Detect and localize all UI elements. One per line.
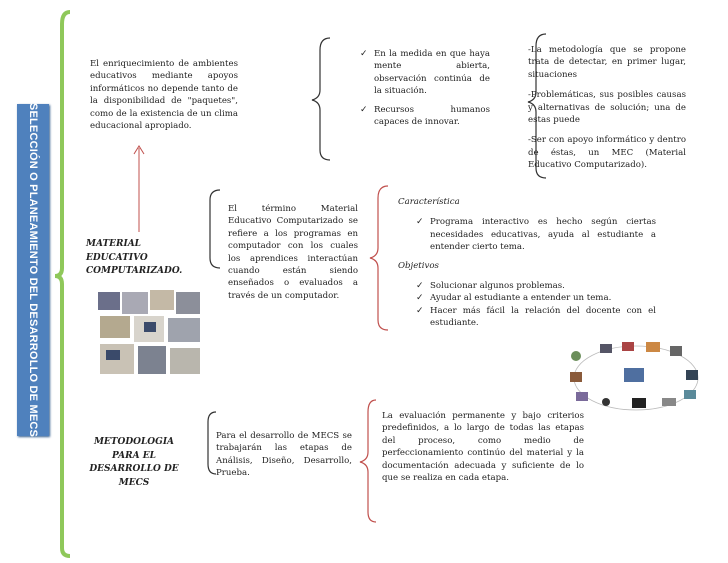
note-3: -Ser con apoyo informático y dentro de éstas, un MEC (Material Educativo Computarizado). bbox=[528, 135, 686, 171]
check-icon: ✓ bbox=[416, 281, 424, 292]
brace-conditions bbox=[312, 38, 330, 160]
computer-lab-collage bbox=[94, 288, 204, 380]
note-1: -La metodología que se propone trata de detectar, en primer lugar, situaciones bbox=[528, 45, 686, 80]
computer-lab-image bbox=[94, 288, 204, 380]
top-text: El enriquecimiento de ambientes educativos mediante apoyos informáticos no depende tanto de la disponibilidad de "paquetes", como de la existencia de un clima educacional apropiado. bbox=[90, 59, 238, 132]
objectives-list bbox=[416, 280, 656, 330]
objective-text: Hacer más fácil la relación del docente con el estudiante. bbox=[430, 305, 656, 329]
bracket-definition bbox=[210, 190, 220, 268]
check-icon: ✓ bbox=[416, 217, 424, 228]
condition-text: Recursos humanos capaces de innovar. bbox=[374, 104, 490, 128]
methodology-heading: METODOLOGIA PARA EL DESARROLLO DE MECS bbox=[89, 437, 179, 488]
condition-text: En la medida en que haya mente abierta, observación continúa de la situación. bbox=[374, 49, 490, 97]
brace-evaluation bbox=[360, 400, 376, 522]
sidebar-title: SELECCIÓN O PLANEAMIENTO DEL DESARROLLO DE MECS bbox=[27, 102, 39, 438]
objective-text: Solucionar algunos problemas. bbox=[430, 281, 565, 292]
green-outer-bracket bbox=[55, 12, 70, 556]
characteristic-title: Característica bbox=[398, 197, 460, 207]
brace-characteristics bbox=[370, 186, 388, 330]
characteristics-list bbox=[416, 216, 656, 253]
conditions-list bbox=[360, 48, 490, 128]
characteristics-block bbox=[398, 196, 656, 330]
methodology-notes bbox=[528, 44, 686, 172]
stages-text: Para el desarrollo de MECS se trabajarán las etapas de Análisis, Diseño, Desarrollo, Prueba. bbox=[216, 431, 352, 479]
characteristic-item bbox=[416, 216, 656, 253]
devices-network-image bbox=[566, 340, 706, 416]
evaluation-text: La evaluación permanente y bajo criterios predefinidos, a lo largo de todas las etapas del proceso, como medio de perfeccionamiento continúo del material y la documentación adecuada y suficiente de lo que se realiza en cada etapa. bbox=[382, 411, 584, 484]
condition-item bbox=[360, 104, 490, 129]
objective-item bbox=[416, 292, 656, 304]
objective-item bbox=[416, 280, 656, 292]
devices-network-collage bbox=[566, 340, 706, 416]
check-icon: ✓ bbox=[360, 104, 368, 115]
objective-item bbox=[416, 305, 656, 330]
note-2: -Problemáticas, sus posibles causas y alternativas de solución; una de estas puede bbox=[528, 90, 686, 126]
bracket-stages bbox=[208, 412, 216, 474]
mec-definition: El término Material Educativo Computarizado se refiere a los programas en computador con los cuales los aprendices interactúan cuando están siendo enseñados o evaluados a través de un computador. bbox=[228, 204, 358, 301]
check-icon: ✓ bbox=[416, 293, 424, 304]
check-icon: ✓ bbox=[360, 49, 368, 59]
condition-item bbox=[360, 48, 490, 98]
objectives-title: Objetivos bbox=[398, 260, 439, 271]
objective-text: Ayudar al estudiante a entender un tema. bbox=[430, 293, 612, 304]
characteristic-text: Programa interactivo es hecho según ciertas necesidades educativas, ayuda al estudiante a entender cierto tema. bbox=[430, 217, 656, 253]
mec-heading: MATERIAL EDUCATIVO COMPUTARIZADO. bbox=[86, 239, 183, 276]
sidebar-title-bar bbox=[17, 104, 49, 436]
check-icon: ✓ bbox=[416, 305, 424, 316]
